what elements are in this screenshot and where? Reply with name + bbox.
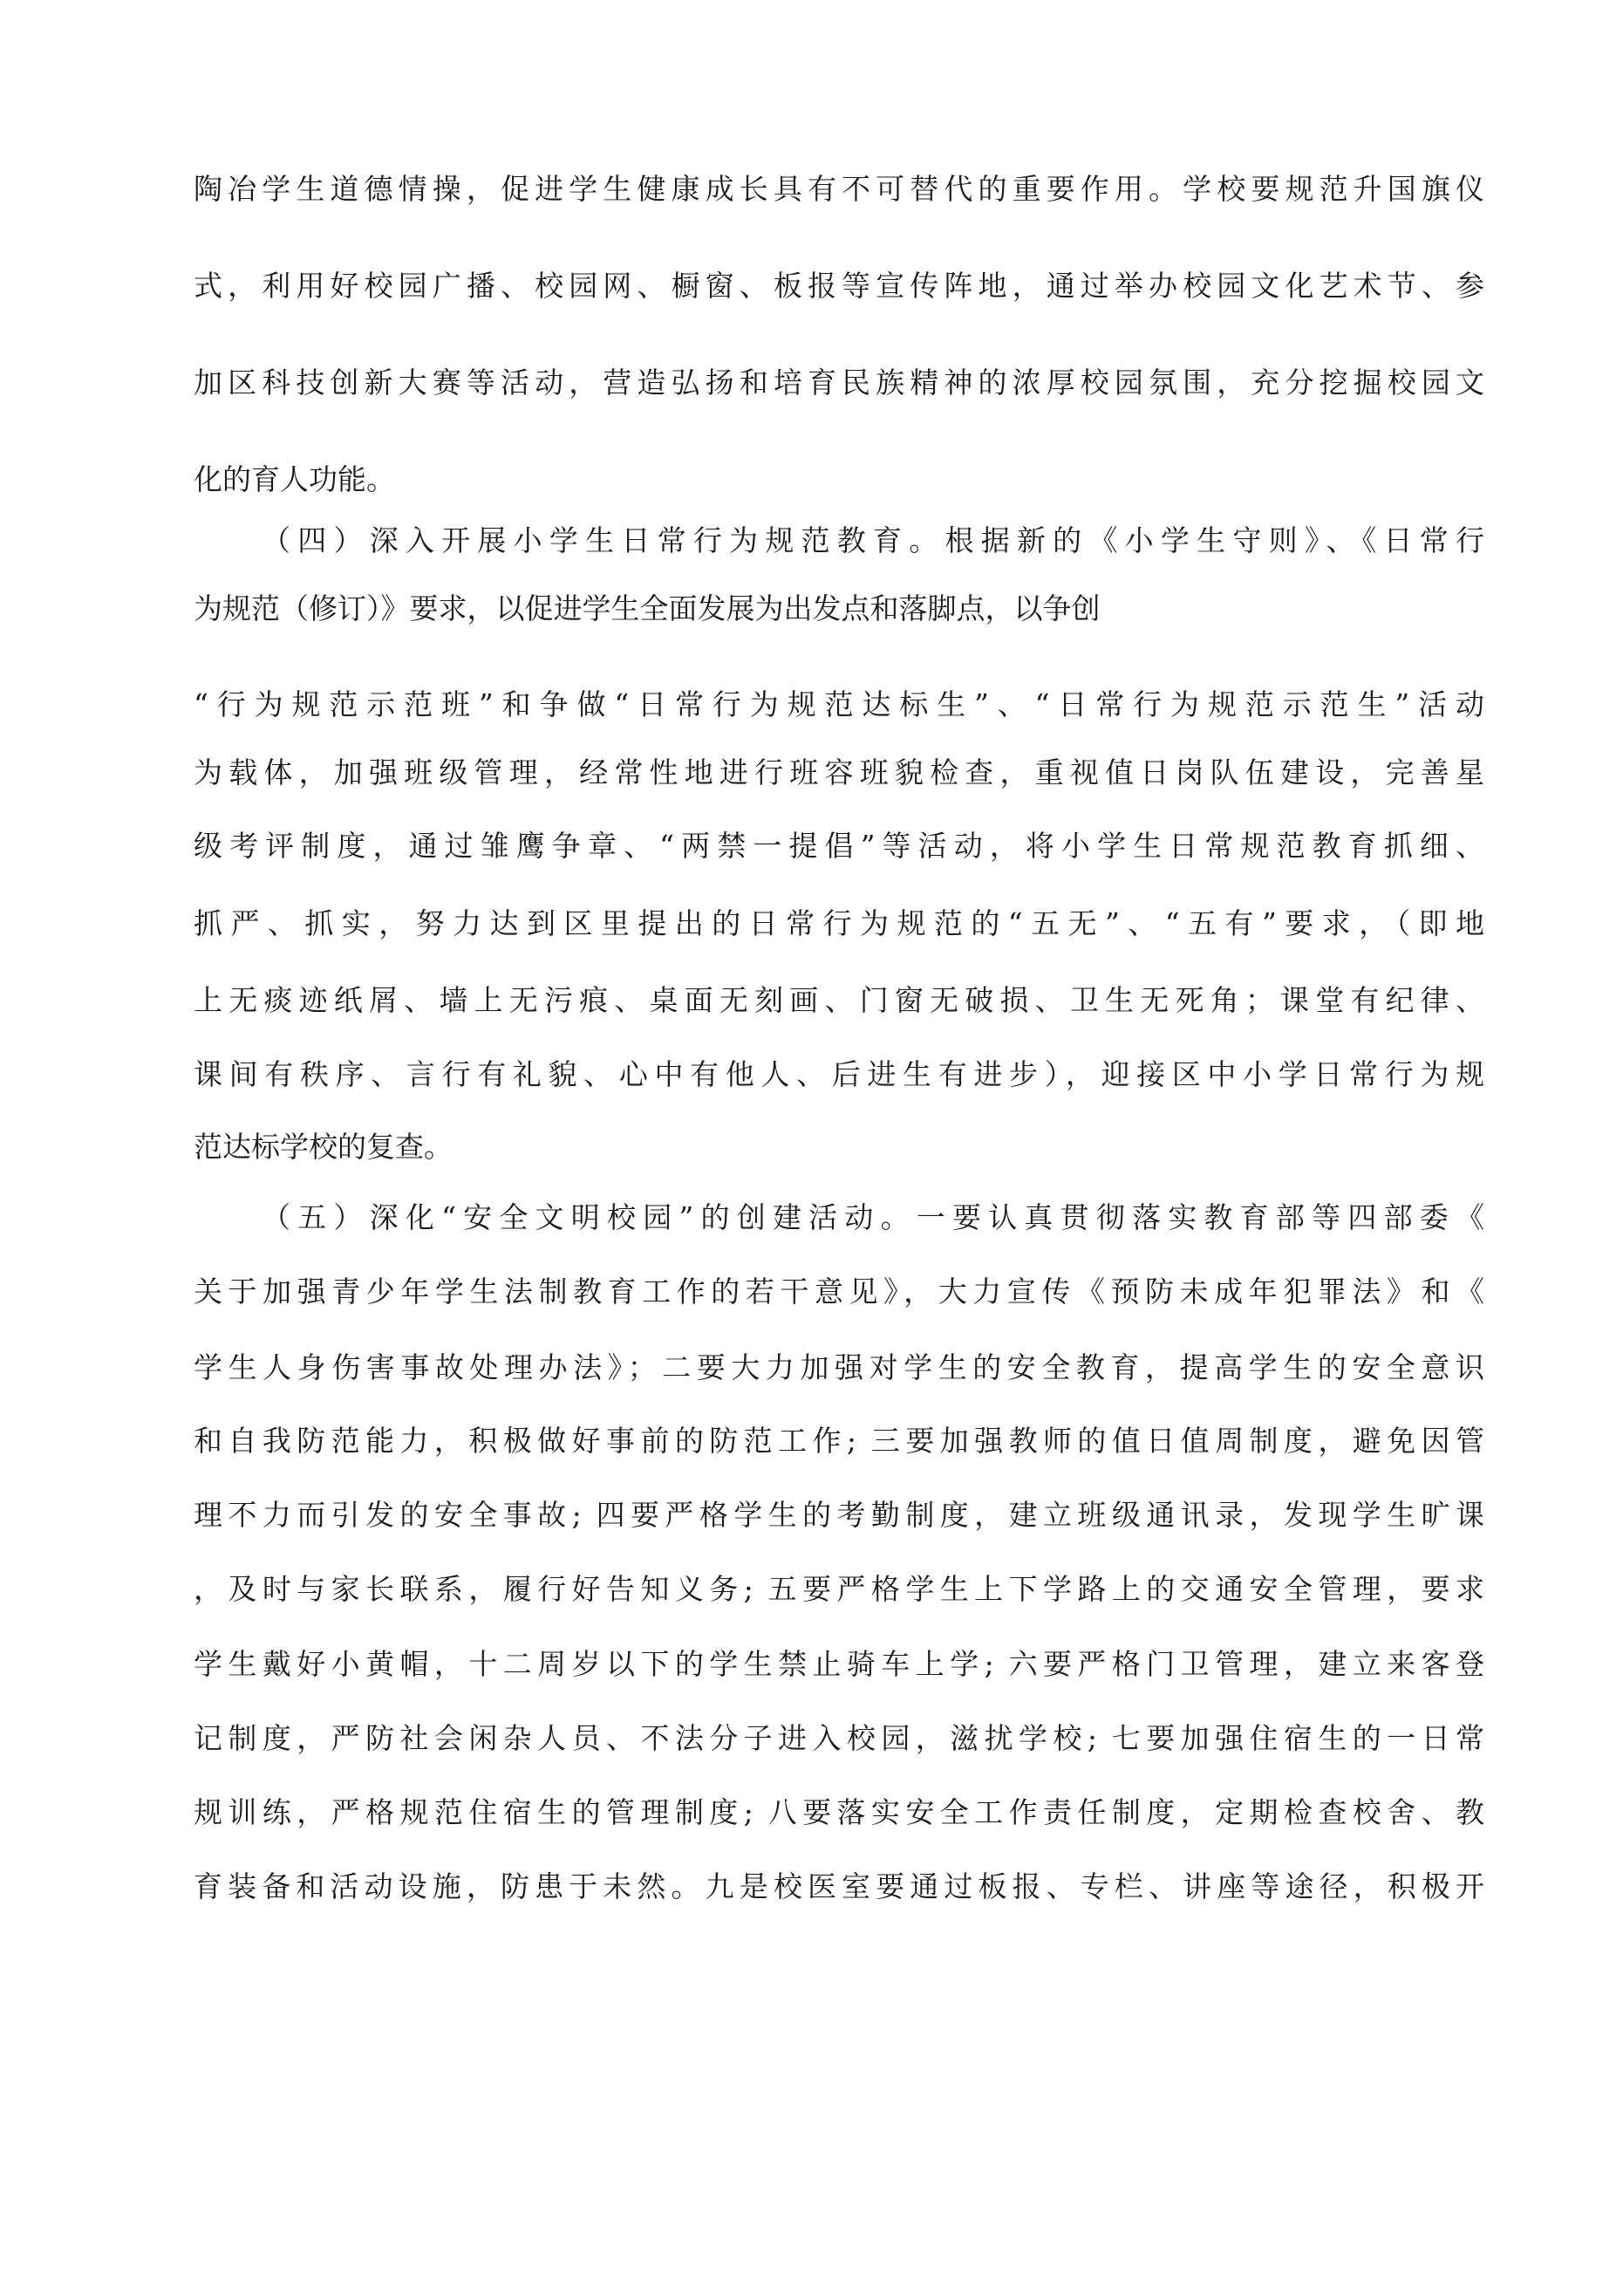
text-line: 上无痰迹纸屑、墙上无污痕、桌面无刻画、门窗无破损、卫生无死角；课堂有纪律、	[194, 983, 1484, 1017]
text-line: 课间有秩序、言行有礼貌、心中有他人、后进生有进步），迎接区中小学日常行为规	[194, 1057, 1484, 1091]
text-line: 化的育人功能。	[194, 462, 395, 496]
text-line: 记制度，严防社会闲杂人员、不法分子进入校园，滋扰学校; 七要加强住宿生的一日常	[194, 1721, 1484, 1755]
text-line: 加区科技创新大赛等活动，营造弘扬和培育民族精神的浓厚校园氛围，充分挖掘校园文	[194, 366, 1484, 400]
paragraph-heading-line: （五）深化“安全文明校园”的创建活动。一要认真贯彻落实教育部等四部委《	[262, 1200, 1484, 1234]
text-line: 陶冶学生道德情操，促进学生健康成长具有不可替代的重要作用。学校要规范升国旗仪	[194, 172, 1484, 206]
text-line: 和自我防范能力，积极做好事前的防范工作; 三要加强教师的值日值周制度，避免因管	[194, 1424, 1484, 1458]
text-line: 育装备和活动设施，防患于未然。九是校医室要通过板报、专栏、讲座等途径，积极开	[194, 1869, 1484, 1903]
text-line: “行为规范示范班”和争做“日常行为规范达标生”、“日常行为规范示范生”活动	[194, 687, 1484, 721]
text-line: 范达标学校的复查。	[194, 1130, 453, 1164]
text-line: 学生戴好小黄帽，十二周岁以下的学生禁止骑车上学; 六要严格门卫管理，建立来客登	[194, 1647, 1484, 1681]
text-line: 理不力而引发的安全事故; 四要严格学生的考勤制度，建立班级通讯录，发现学生旷课	[194, 1498, 1484, 1532]
paragraph-heading-line: （四）深入开展小学生日常行为规范教育。根据新的《小学生守则》、《日常行	[262, 523, 1484, 557]
text-line: 为载体，加强班级管理，经常性地进行班容班貌检查，重视值日岗队伍建设，完善星	[194, 755, 1484, 789]
text-line: 关于加强青少年学生法制教育工作的若干意见》，大力宣传《预防未成年犯罪法》和《	[194, 1274, 1484, 1309]
text-line: 级考评制度，通过雏鹰争章、“两禁一提倡”等活动，将小学生日常规范教育抓细、	[194, 829, 1484, 863]
text-line: ，及时与家长联系，履行好告知义务; 五要严格学生上下学路上的交通安全管理，要求	[194, 1572, 1484, 1606]
text-line: 学生人身伤害事故处理办法》；二要大力加强对学生的安全教育，提高学生的安全意识	[194, 1350, 1484, 1384]
text-line: 规训练，严格规范住宿生的管理制度; 八要落实安全工作责任制度，定期检查校舍、教	[194, 1795, 1484, 1829]
text-line: 抓严、抓实，努力达到区里提出的日常行为规范的“五无”、“五有”要求，（即地	[194, 906, 1484, 940]
text-line: 为规范（修订）》要求，以促进学生全面发展为出发点和落脚点，以争创	[194, 591, 1101, 625]
text-line: 式，利用好校园广播、校园网、橱窗、板报等宣传阵地，通过举办校园文化艺术节、参	[194, 269, 1484, 303]
